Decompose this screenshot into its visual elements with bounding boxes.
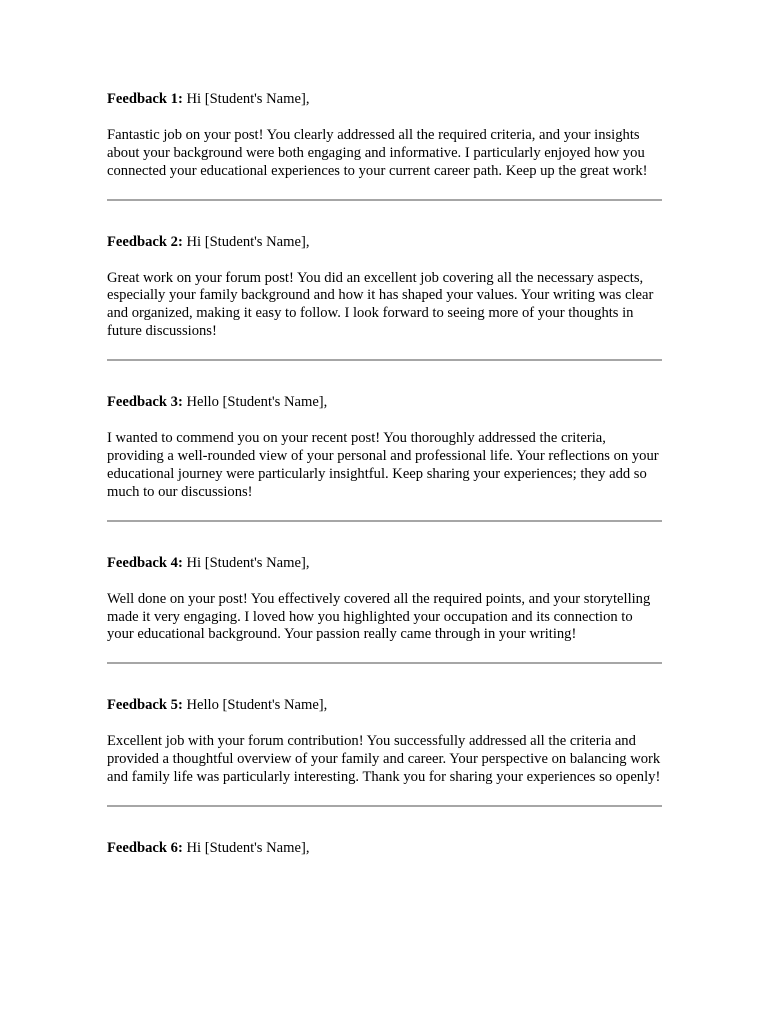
section-divider [107, 662, 662, 664]
feedback-heading [107, 697, 662, 715]
feedback-block-3 [107, 394, 662, 502]
feedback-greeting: Hi [Student's Name], [186, 839, 310, 856]
feedback-label: Feedback 6: [107, 839, 183, 856]
feedback-greeting: Hello [Student's Name], [186, 394, 328, 411]
feedback-block-5 [107, 697, 662, 787]
feedback-greeting: Hi [Student's Name], [186, 554, 310, 571]
feedback-label: Feedback 1: [107, 91, 183, 107]
feedback-greeting: Hello [Student's Name], [186, 697, 328, 714]
feedback-heading [107, 91, 662, 109]
feedback-body: I wanted to commend you on your recent post! You thoroughly addressed the criteria, providing a well-rounded view of your personal and professional life. Your reflections on your educational journey were particularly insightful. Keep sharing your experiences; they add so much to our discussions! [107, 430, 659, 500]
feedback-body: Fantastic job on your post! You clearly addressed all the required criteria, and your insights about your background were both engaging and informative. I particularly enjoyed how you connected your educational experiences to your current career path. Keep up the great work! [107, 126, 648, 179]
feedback-heading [107, 394, 662, 412]
feedback-body: Great work on your forum post! You did an excellent job covering all the necessary aspects, especially your family background and how it has shaped your values. Your writing was clear and organized, making it easy to follow. I look forward to seeing more of your thoughts in future discussions! [107, 269, 654, 340]
section-divider [107, 805, 662, 807]
feedback-label: Feedback 5: [107, 697, 183, 714]
feedback-heading [107, 234, 662, 252]
feedback-label: Feedback 4: [107, 554, 183, 571]
feedback-heading [107, 840, 662, 858]
section-divider [107, 359, 662, 361]
feedback-greeting: Hi [Student's Name], [186, 233, 310, 250]
feedback-block-4 [107, 555, 662, 645]
feedback-heading [107, 555, 662, 573]
feedback-body: Well done on your post! You effectively covered all the required points, and your storytelling made it very engaging. I loved how you highlighted your occupation and its connection to your educational background. Your passion really came through in your writing! [107, 590, 651, 643]
feedback-block-1 [107, 91, 662, 181]
feedback-block-6 [107, 840, 662, 858]
feedback-block-2 [107, 234, 662, 342]
feedback-body: Excellent job with your forum contribution! You successfully addressed all the criteria and provided a thoughtful overview of your family and career. Your perspective on balancing work and family life was particularly interesting. Thank you for sharing your experiences so openly! [107, 733, 661, 786]
section-divider [107, 199, 662, 201]
feedback-greeting: Hi [Student's Name], [186, 91, 310, 107]
feedback-document [107, 91, 662, 858]
feedback-label: Feedback 3: [107, 394, 183, 411]
section-divider [107, 520, 662, 522]
feedback-label: Feedback 2: [107, 233, 183, 250]
